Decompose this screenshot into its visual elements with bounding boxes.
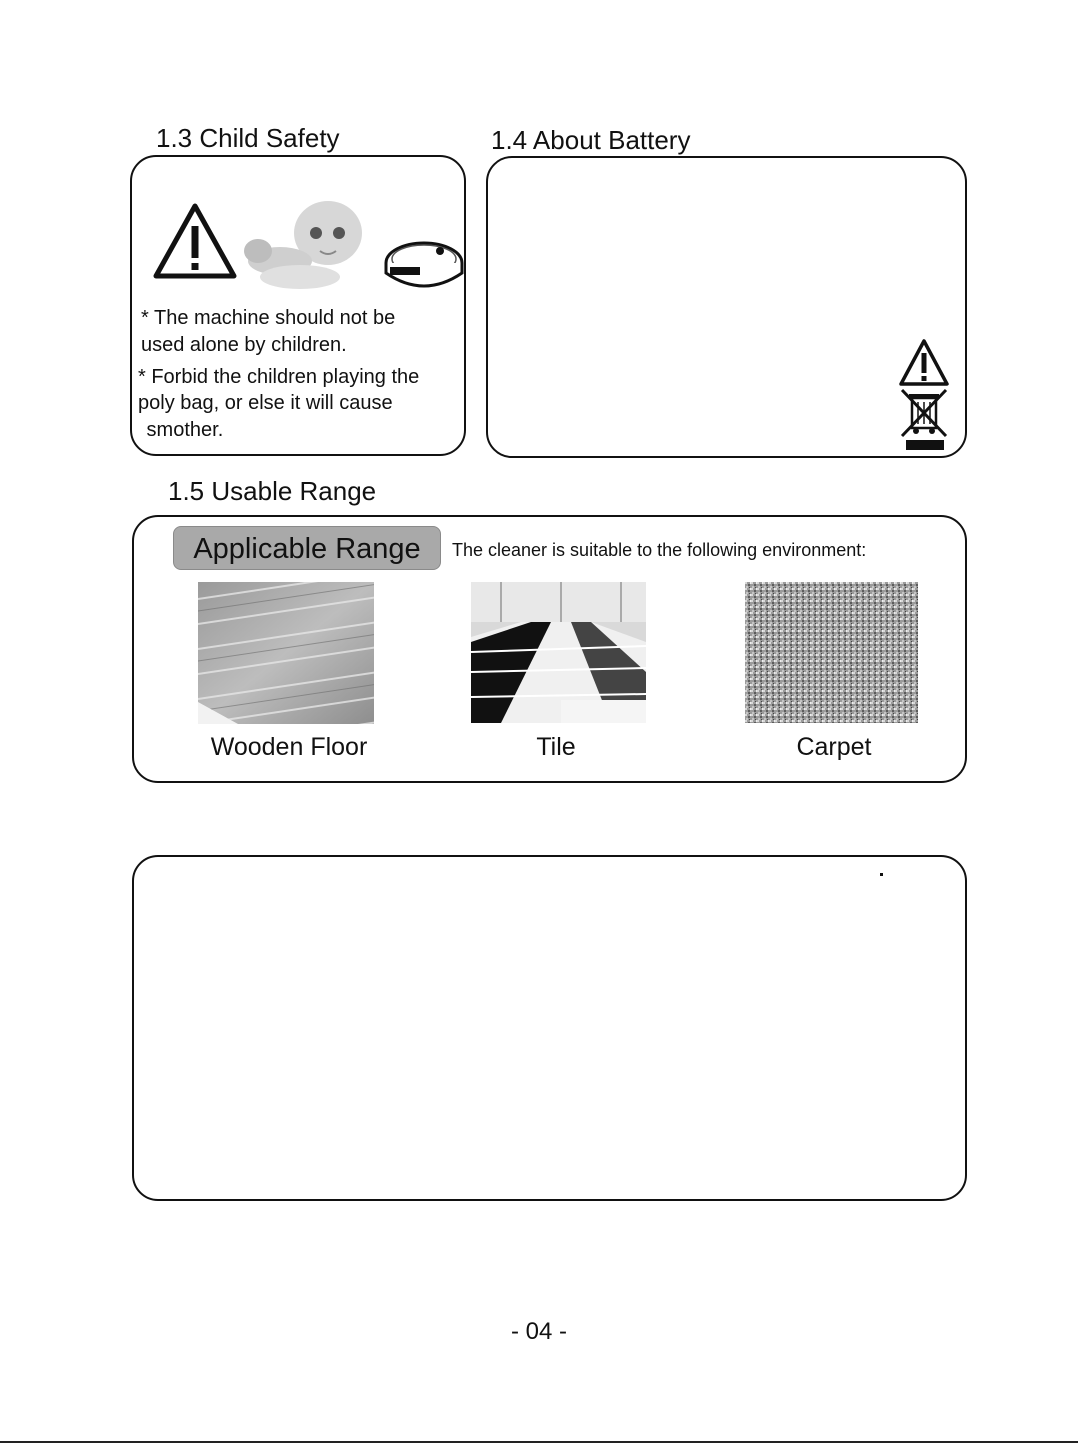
child-safety-box [130,155,466,456]
warning-icon [898,338,950,388]
floor-label-wooden: Wooden Floor [210,733,368,761]
safety-text-line: smother. [141,419,224,441]
robot-vacuum-illustration [382,237,466,295]
safety-text-line: poly bag, or else it will cause [138,392,393,414]
applicable-range-badge: Applicable Range [173,526,441,570]
safety-text-line: * Forbid the children playing the [138,366,420,388]
safety-text-line: used alone by children. [141,334,347,356]
wooden-floor-photo [198,582,374,724]
crossed-bin-icon [898,388,950,452]
empty-content-box [132,855,967,1201]
battery-heading: 1.4 About Battery [491,125,691,155]
floor-label-carpet: Carpet [796,733,872,761]
dot-mark [880,873,883,876]
page-number: - 04 - [510,1318,567,1345]
baby-crawling-illustration [240,197,390,297]
carpet-photo [745,582,918,723]
safety-text-line: * The machine should not be [141,307,396,329]
child-safety-heading: 1.3 Child Safety [156,123,340,153]
floor-label-tile: Tile [536,733,576,761]
usable-range-heading: 1.5 Usable Range [168,476,377,506]
battery-box [486,156,967,458]
range-description: The cleaner is suitable to the following environment: [452,540,867,560]
warning-icon [152,202,238,280]
tile-floor-photo [471,582,646,723]
